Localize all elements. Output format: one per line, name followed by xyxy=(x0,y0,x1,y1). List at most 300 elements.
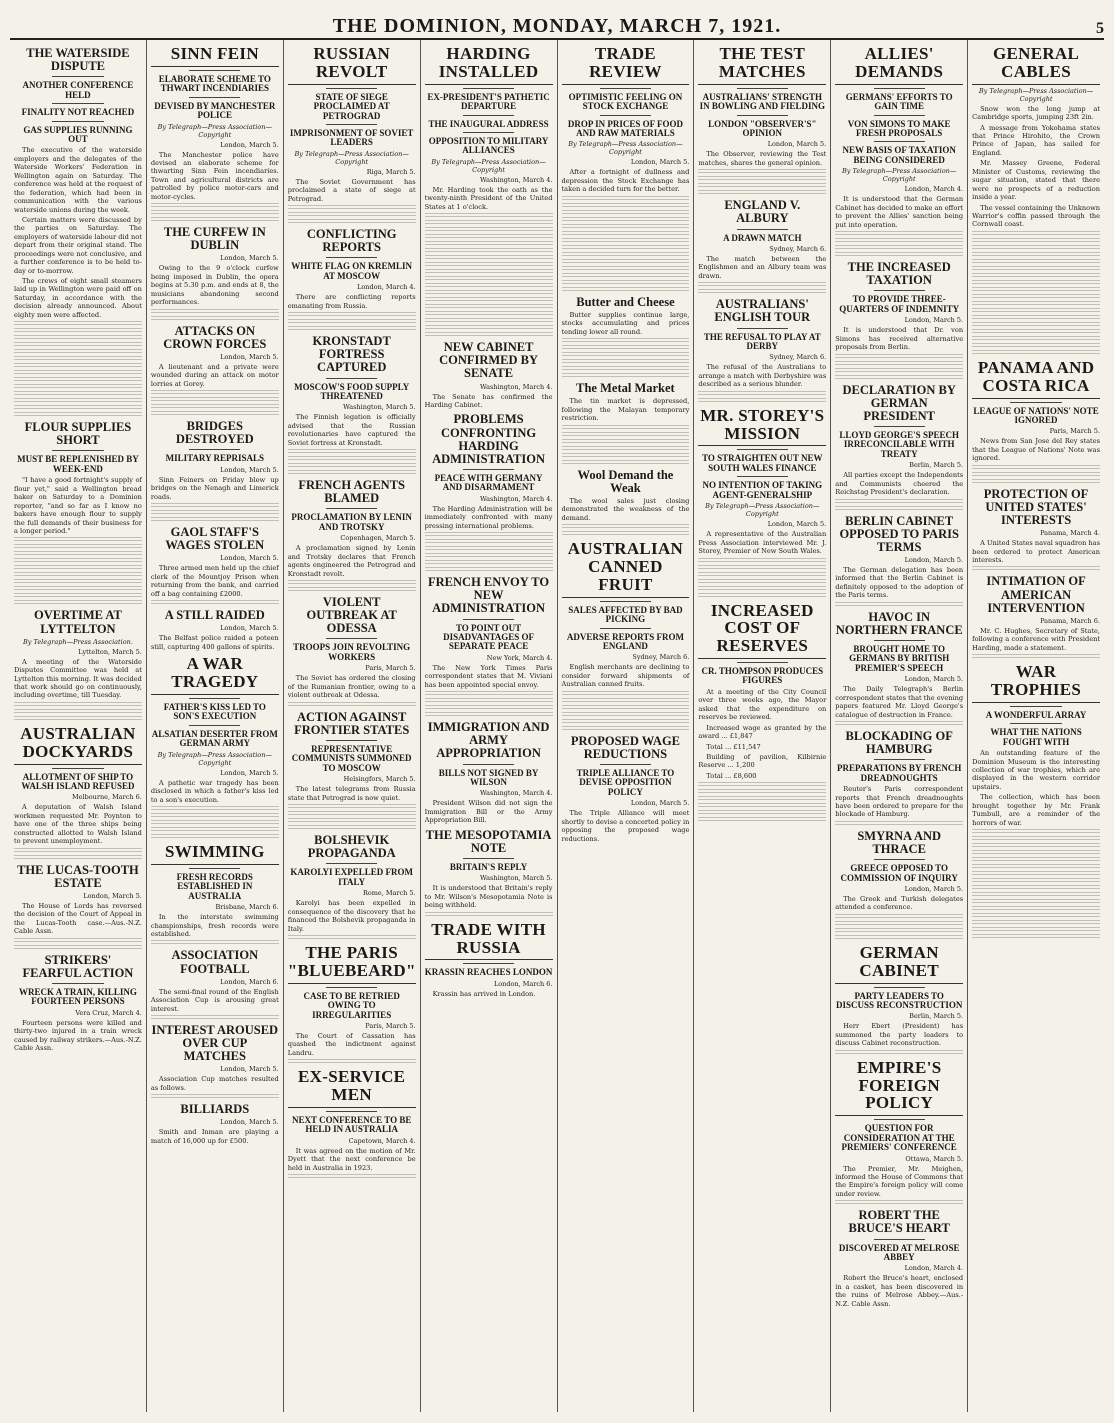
text-line-filler xyxy=(562,719,690,724)
article-paragraph: The executive of the waterside employers and the delegates of the Waterside Workers' Federation in Wellington again on Saturday. The conference was held at the request of the federation, which had been in communication with the various waterside unions during the week. xyxy=(14,146,142,214)
article xyxy=(425,576,553,717)
text-line-filler xyxy=(14,938,142,943)
text-line-filler xyxy=(562,345,690,350)
article-body xyxy=(835,326,963,351)
article-paragraph: Increased wage as granted by the award ... £1,847 xyxy=(698,723,827,741)
article-paragraph: It is understood that Britain's reply to Mr. Wilson's Mesopotamia Note is being withheld. xyxy=(424,884,553,910)
article-paragraph: The latest telegrams from Russia state that Petrograd is now quiet. xyxy=(287,785,416,802)
article-subheadline: AUSTRALIANS' STRENGTH IN BOWLING AND FIELDING xyxy=(699,91,825,112)
headline-rule xyxy=(874,115,925,116)
article-headline: The Metal Market xyxy=(576,381,675,396)
article-byline: By Telegraph—Press Association—Copyright xyxy=(157,122,272,139)
article xyxy=(14,864,142,950)
text-line-filler xyxy=(835,361,963,366)
text-line-filler xyxy=(288,1059,416,1064)
text-line-filler xyxy=(151,820,279,825)
article-subheadline: ANOTHER CONFERENCE HELD xyxy=(22,80,134,100)
text-line-filler xyxy=(698,391,826,396)
article-subheadline: VON SIMONS TO MAKE FRESH PROPOSALS xyxy=(847,118,951,138)
article-dateline: Melbourne, March 6. xyxy=(72,793,142,802)
article-paragraph: The Harding Administration will be immediately confronted with many pressing international problems. xyxy=(424,504,553,530)
text-line-filler xyxy=(972,238,1100,243)
text-line-filler xyxy=(972,878,1100,883)
text-line-filler xyxy=(835,602,963,607)
article-headline: DECLARATION BY GERMAN PRESIDENT xyxy=(842,382,956,423)
article-body xyxy=(288,674,416,699)
article-subheadline: ALLOTMENT OF SHIP TO WALSH ISLAND REFUSED xyxy=(21,771,135,791)
headline-rule xyxy=(463,963,514,964)
article-subheadline: PARTY LEADERS TO DISCUSS RECONSTRUCTION xyxy=(836,990,963,1010)
headline-rule xyxy=(463,88,514,89)
article-body xyxy=(151,363,279,388)
article-subheadline: TO POINT OUT DISADVANTAGES OF SEPARATE PEACE xyxy=(443,622,535,652)
text-line-filler xyxy=(562,203,690,208)
column-6 xyxy=(694,40,831,1412)
article-dateline: London, March 5. xyxy=(220,768,279,777)
article-body xyxy=(151,913,279,938)
headline-rule xyxy=(737,88,788,89)
article-dateline: London, March 5. xyxy=(630,799,690,808)
headline-rule xyxy=(189,698,240,699)
text-line-filler xyxy=(14,384,142,389)
article-dateline: London, March 5. xyxy=(220,1118,279,1127)
text-line-filler xyxy=(698,817,826,822)
article-subheadline: ADVERSE REPORTS FROM ENGLAND xyxy=(566,631,685,652)
text-line-filler xyxy=(698,176,826,181)
article-headline: ACTION AGAINST FRONTIER STATES xyxy=(294,709,410,737)
text-line-filler xyxy=(972,920,1100,925)
article-headline: FRENCH AGENTS BLAMED xyxy=(298,478,405,506)
article-headline: BERLIN CABINET OPPOSED TO PARIS TERMS xyxy=(839,513,959,554)
article-body xyxy=(562,809,690,843)
article-headline: INCREASED COST OF RESERVES xyxy=(698,602,826,660)
text-line-filler xyxy=(14,572,142,577)
article-headline: Butter and Cheese xyxy=(576,294,675,309)
text-line-filler xyxy=(14,565,142,570)
article-dateline: Washington, March 4. xyxy=(479,175,553,184)
text-line-filler xyxy=(288,212,416,217)
text-line-filler xyxy=(425,283,553,288)
text-line-filler xyxy=(425,290,553,295)
article xyxy=(972,359,1100,484)
column-7 xyxy=(831,40,968,1412)
article-subheadline: SALES AFFECTED BY BAD PICKING xyxy=(568,604,683,625)
headline-rule xyxy=(52,103,103,104)
article-body xyxy=(835,895,963,912)
text-line-filler xyxy=(835,821,963,826)
text-line-filler xyxy=(698,796,826,801)
article-paragraph: A message from Yokohama states that Prince Hirohito, the Crown Prince of Japan, has sailed for England. xyxy=(972,123,1100,157)
article-paragraph: It is understood that Dr. von Simons has received alternative proposals from Berlin. xyxy=(835,326,964,352)
text-line-filler xyxy=(425,241,553,246)
article-subheadline: A WONDERFUL ARRAY xyxy=(985,709,1087,720)
article-dateline: London, March 5. xyxy=(220,554,279,563)
column-8 xyxy=(968,40,1104,1412)
article-paragraph: The New York Times Paris correspondent states that M. Viviani has been appointed special envoy. xyxy=(424,663,553,689)
headline-rule xyxy=(737,115,788,116)
text-line-filler xyxy=(835,1200,963,1205)
article-subheadline: WHITE FLAG ON KREMLIN AT MOSCOW xyxy=(291,261,413,281)
article-dateline: Ottawa, March 5. xyxy=(905,1154,964,1163)
article-paragraph: The Observer, reviewing the Test matches, shares the general opinion. xyxy=(698,150,827,167)
article-body xyxy=(151,988,279,1013)
article-subheadline: LLOYD GEORGE'S SPEECH IRRECONCILABLE WITH TREATY xyxy=(839,429,959,459)
article-headline: TRADE REVIEW xyxy=(562,45,690,85)
text-line-filler xyxy=(562,245,690,250)
text-line-filler xyxy=(835,921,963,926)
text-line-filler xyxy=(288,463,416,468)
column-3 xyxy=(284,40,421,1412)
article xyxy=(14,421,142,605)
article-body xyxy=(835,785,963,819)
article-dateline: London, March 5. xyxy=(904,316,964,325)
article-headline: ASSOCIATION FOOTBALL xyxy=(171,948,259,976)
headline-rule xyxy=(189,97,240,98)
article-subheadline: MILITARY REPRISALS xyxy=(165,453,265,464)
text-line-filler xyxy=(972,294,1100,299)
article xyxy=(151,1103,279,1145)
article xyxy=(972,45,1100,355)
article xyxy=(835,1209,963,1308)
article-dateline: New York, March 4. xyxy=(486,653,553,662)
article-paragraph: The crews of eight small steamers laid up in Wellington were paid off on Saturday, in accordance with the decision already announced. About eighty men were affected. xyxy=(14,277,142,319)
text-line-filler xyxy=(562,524,690,529)
article-subheadline: TO STRAIGHTEN OUT NEW SOUTH WALES FINANCE xyxy=(702,453,823,473)
text-line-filler xyxy=(562,726,690,731)
article-dateline: Paris, March 5. xyxy=(365,1021,416,1030)
article-body xyxy=(425,393,553,410)
article xyxy=(425,413,553,572)
article-headline: A STILL RAIDED xyxy=(164,608,265,623)
article-body xyxy=(151,779,279,804)
headline-rule xyxy=(874,987,925,988)
article-dateline: Copenhagen, March 5. xyxy=(340,534,416,543)
article-subheadline: DROP IN PRICES OF FOOD AND RAW MATERIALS xyxy=(567,118,684,138)
article-subheadline: OPTIMISTIC FEELING ON STOCK EXCHANGE xyxy=(568,91,683,112)
article-paragraph: The Court of Cassation has quashed the indictment against Landru. xyxy=(287,1031,416,1057)
headline-rule xyxy=(326,863,377,864)
text-line-filler xyxy=(14,335,142,340)
headline-rule xyxy=(326,378,377,379)
article-dateline: London, March 6. xyxy=(493,979,553,988)
article-paragraph: A pathetic war tragedy has been disclosed in which a father's kiss led to a son's execution. xyxy=(150,778,279,804)
article-dateline: Washington, March 5. xyxy=(343,403,416,412)
text-line-filler xyxy=(14,342,142,347)
article-headline: ATTACKS ON CROWN FORCES xyxy=(163,323,267,351)
article-paragraph: The tin market is depressed, following the Malayan temporary restriction. xyxy=(561,397,690,423)
text-line-filler xyxy=(562,273,690,278)
article-dateline: London, March 5. xyxy=(220,465,279,474)
text-line-filler xyxy=(972,654,1100,659)
article-body xyxy=(835,685,963,719)
article xyxy=(835,611,963,726)
article-paragraph: Sinn Feiners on Friday blew up bridges on the Nenagh and Limerick roads. xyxy=(150,475,279,501)
article-dateline: Washington, March 5. xyxy=(479,874,553,883)
article-paragraph: Owing to the 9 o'clock curfew being imposed in Dublin, the opera begins at 5.30 p.m. and ends at 8, the musicians abandoning second performances. xyxy=(150,264,279,307)
text-line-filler xyxy=(151,404,279,409)
article-paragraph: A deputation of Walsh Island workmen requested Mr. Poynton to have one of the three ships being constructed allotted to Walsh Island to prevent unemployment. xyxy=(14,803,142,846)
text-line-filler xyxy=(835,245,963,250)
article xyxy=(288,944,416,1064)
headline-rule xyxy=(874,290,925,291)
article-paragraph: The Manchester police have devised an elaborate scheme for thwarting Sinn Fein incendiaries. Town and agricultural districts are patrolled by police motor-cars and motor-cycles. xyxy=(150,150,279,201)
article-headline: FLOUR SUPPLIES SHORT xyxy=(24,420,132,448)
text-line-filler xyxy=(14,586,142,591)
text-line-filler xyxy=(288,449,416,454)
headline-rule xyxy=(52,76,103,77)
headline-rule xyxy=(463,764,514,765)
headline-rule xyxy=(737,229,788,230)
article-paragraph: The Belfast police raided a poteen still, capturing 400 gallons of spirits. xyxy=(150,634,279,651)
headline-rule xyxy=(600,601,651,602)
article-paragraph: Association Cup matches resulted as follows. xyxy=(150,1075,279,1092)
headline-rule xyxy=(326,740,377,741)
text-line-filler xyxy=(425,691,553,696)
text-line-filler xyxy=(835,506,963,511)
article-headline: PROBLEMS CONFRONTING HARDING ADMINISTRATION xyxy=(432,412,546,466)
headline-rule xyxy=(600,88,651,89)
article xyxy=(835,1059,963,1206)
article-body xyxy=(151,634,279,651)
text-line-filler xyxy=(14,593,142,598)
text-line-filler xyxy=(562,453,690,458)
text-line-filler xyxy=(562,259,690,264)
headline-rule xyxy=(1010,706,1061,707)
article xyxy=(14,609,142,720)
text-line-filler xyxy=(14,702,142,707)
article-body xyxy=(14,803,142,845)
article-body xyxy=(288,178,416,203)
article-body xyxy=(835,471,963,496)
text-line-filler xyxy=(698,586,826,591)
text-line-filler xyxy=(835,252,963,257)
article-subheadline: DEVISED BY MANCHESTER POLICE xyxy=(154,100,276,121)
article-byline: By Telegraph—Press Association—Copyright xyxy=(978,86,1094,103)
text-line-filler xyxy=(562,287,690,292)
article-paragraph: The semi-final round of the English Association Cup is arousing great interest. xyxy=(150,987,279,1013)
article xyxy=(562,735,690,843)
headline-rule xyxy=(463,858,514,859)
text-line-filler xyxy=(972,245,1100,250)
article-byline: By Telegraph—Press Association—Copyright xyxy=(157,750,272,767)
article-body xyxy=(698,255,826,280)
article-subheadline: MOSCOW'S FOOD SUPPLY THREATENED xyxy=(294,381,410,401)
article-body xyxy=(288,1147,416,1172)
article xyxy=(698,298,826,402)
article xyxy=(835,384,963,511)
text-line-filler xyxy=(151,210,279,215)
text-line-filler xyxy=(562,196,690,201)
article xyxy=(151,325,279,417)
article xyxy=(835,261,963,379)
article-byline: By Telegraph—Press Association—Copyright xyxy=(842,167,957,184)
text-line-filler xyxy=(562,439,690,444)
headline-rule xyxy=(463,115,514,116)
columns-container xyxy=(10,40,1104,1412)
article-body xyxy=(151,151,279,202)
article xyxy=(562,382,690,464)
text-line-filler xyxy=(972,843,1100,848)
article xyxy=(698,45,826,195)
article xyxy=(698,407,826,598)
text-line-filler xyxy=(972,885,1100,890)
article-subheadline: PROCLAMATION BY LENIN AND TROTSKY xyxy=(291,512,412,532)
text-line-filler xyxy=(698,593,826,598)
article-dateline: Washington, March 4. xyxy=(479,382,553,391)
article-paragraph: The Daily Telegraph's Berlin correspondent states that the evening papers featured Mr. Lloyd George's catalogue of destruction in France. xyxy=(835,685,964,719)
text-line-filler xyxy=(425,255,553,260)
article xyxy=(151,526,279,605)
article-body xyxy=(698,530,826,555)
article-body xyxy=(835,1165,963,1199)
article-headline: VIOLENT OUTBREAK AT ODESSA xyxy=(306,595,397,636)
article-body xyxy=(698,363,826,388)
article-body xyxy=(425,990,553,998)
article-dateline: London, March 5. xyxy=(220,624,279,633)
article-subheadline: BROUGHT HOME TO GERMANS BY BRITISH PREMIER'S SPEECH xyxy=(849,643,950,673)
text-line-filler xyxy=(14,363,142,368)
text-line-filler xyxy=(14,391,142,396)
article-headline: EX-SERVICE MEN xyxy=(288,1068,416,1108)
article-body xyxy=(972,749,1100,827)
text-line-filler xyxy=(562,432,690,437)
article-subheadline: A DRAWN MATCH xyxy=(723,232,802,243)
article xyxy=(288,228,416,331)
article-subheadline: KRASSIN REACHES LONDON xyxy=(424,967,553,978)
article-paragraph: It was agreed on the motion of Mr. Dyett that the next conference be held in Australia in 1923. xyxy=(287,1146,416,1172)
text-line-filler xyxy=(698,169,826,174)
article-paragraph: The Senate has confirmed the Harding Cabinet. xyxy=(424,392,553,409)
article xyxy=(425,45,553,337)
text-line-filler xyxy=(288,219,416,224)
article-dateline: Helsingfors, March 5. xyxy=(343,775,416,784)
article xyxy=(698,199,826,294)
text-line-filler xyxy=(14,855,142,860)
text-line-filler xyxy=(972,322,1100,327)
article-paragraph: The German delegation has been informed that the Berlin Cabinet is definitely opposed to the adoption of the Paris terms. xyxy=(835,565,964,600)
article-paragraph: The Finnish legation is officially advised that the Russian revolutionaries have captured the Soviet fortress at Kronstadt. xyxy=(287,413,416,447)
article-body xyxy=(562,397,690,422)
headline-rule xyxy=(52,450,103,451)
article-headline: ROBERT THE BRUCE'S HEART xyxy=(848,1208,950,1236)
article-headline: AUSTRALIANS' ENGLISH TOUR xyxy=(714,297,811,325)
article-paragraph: All parties except the Independents and Communists cheered the Reichstag President's declaration. xyxy=(835,471,964,497)
headline-rule xyxy=(1010,402,1061,403)
article-subheadline: PREPARATIONS BY FRENCH DREADNOUGHTS xyxy=(837,763,962,783)
text-line-filler xyxy=(972,871,1100,876)
article-subheadline: ELABORATE SCHEME TO THWART INCENDIARIES xyxy=(158,73,271,94)
article-headline: CONFLICTING REPORTS xyxy=(306,227,397,255)
article-paragraph: A proclamation signed by Lenin and Trotsky declares that French agents engineered the Petrograd and Kronstadt revolt. xyxy=(287,544,416,578)
article-paragraph: Total ... £11,547 xyxy=(706,742,761,751)
text-line-filler xyxy=(972,927,1100,932)
article-headline: Wool Demand the Weak xyxy=(577,467,674,495)
article-body xyxy=(562,311,690,336)
article-headline: MR. STOREY'S MISSION xyxy=(698,407,826,447)
article-subheadline: EX-PRESIDENT'S PATHETIC DEPARTURE xyxy=(427,91,550,112)
text-line-filler xyxy=(425,332,553,337)
text-line-filler xyxy=(835,499,963,504)
article-paragraph: The refusal of the Australians to arrange a match with Derbyshire was described as a serious blunder. xyxy=(698,363,827,389)
article-body xyxy=(835,1022,963,1047)
headline-rule xyxy=(52,121,103,122)
text-line-filler xyxy=(698,789,826,794)
article-headline: SMYRNA AND THRACE xyxy=(857,828,942,856)
article-paragraph: The match between the Englishmen and an Albury team was drawn. xyxy=(698,255,827,280)
article xyxy=(151,45,279,222)
masthead xyxy=(10,8,1104,40)
text-line-filler xyxy=(425,227,553,232)
article-subheadline: KAROLYI EXPELLED FROM ITALY xyxy=(290,867,414,887)
article xyxy=(425,921,553,999)
text-line-filler xyxy=(562,446,690,451)
article-paragraph: Karolyi has been expelled in consequence of the discovery that he financed the Bolshevik propaganda in Italy. xyxy=(287,899,416,933)
text-line-filler xyxy=(972,913,1100,918)
text-line-filler xyxy=(288,1174,416,1179)
article-dateline: Capetown, March 4. xyxy=(348,1136,416,1145)
article xyxy=(835,730,963,826)
article-body xyxy=(972,437,1100,462)
article-headline: THE LUCAS-TOOTH ESTATE xyxy=(17,862,139,890)
text-line-filler xyxy=(972,252,1100,257)
column-5 xyxy=(558,40,695,1412)
masthead-title: THE DOMINION, MONDAY, MARCH 7, 1921. xyxy=(332,15,782,37)
article xyxy=(835,830,963,940)
text-line-filler xyxy=(562,705,690,710)
headline-rule xyxy=(189,70,240,71)
article-subheadline: FATHER'S KISS LED TO SON'S EXECUTION xyxy=(163,701,266,722)
article-dateline: Lyttelton, March 5. xyxy=(78,647,142,656)
article-subheadline: FINALITY NOT REACHED xyxy=(21,107,135,118)
text-line-filler xyxy=(425,712,553,717)
text-line-filler xyxy=(698,289,826,294)
text-line-filler xyxy=(288,702,416,707)
text-line-filler xyxy=(698,803,826,808)
article-body xyxy=(425,664,553,689)
text-line-filler xyxy=(972,829,1100,834)
article-dateline: London, March 5. xyxy=(220,1065,279,1074)
text-line-filler xyxy=(562,252,690,257)
text-line-filler xyxy=(288,470,416,475)
article-body xyxy=(425,186,553,211)
text-line-filler xyxy=(151,1094,279,1099)
text-line-filler xyxy=(151,503,279,508)
article-body xyxy=(14,658,142,700)
article-body xyxy=(151,264,279,306)
text-line-filler xyxy=(835,721,963,726)
article-headline: PROPOSED WAGE REDUCTIONS xyxy=(570,733,681,761)
article-dateline: Riga, March 5. xyxy=(366,167,416,176)
article-body xyxy=(288,785,416,802)
article-paragraph: A lieutenant and a private were wounded during an attack on motor lorries at Gorey. xyxy=(150,362,279,388)
text-line-filler xyxy=(425,297,553,302)
article xyxy=(835,515,963,607)
text-line-filler xyxy=(835,375,963,380)
headline-rule xyxy=(737,328,788,329)
article xyxy=(835,45,963,257)
text-line-filler xyxy=(972,259,1100,264)
text-line-filler xyxy=(972,864,1100,869)
text-line-filler xyxy=(288,580,416,585)
article-paragraph: Mr. Massey Greene, Federal Minister of Customs, reviewing the sugar situation, stated that there were no prospects of a reduction inside a year. xyxy=(972,159,1100,202)
article-byline: By Telegraph—Press Association—Copyright xyxy=(568,140,683,157)
text-line-filler xyxy=(151,1015,279,1020)
article-headline: THE CURFEW IN DUBLIN xyxy=(163,225,266,253)
article xyxy=(151,1024,279,1099)
article-body xyxy=(14,146,142,319)
article-headline: ALLIES' DEMANDS xyxy=(835,45,963,85)
article-body xyxy=(14,1019,142,1053)
